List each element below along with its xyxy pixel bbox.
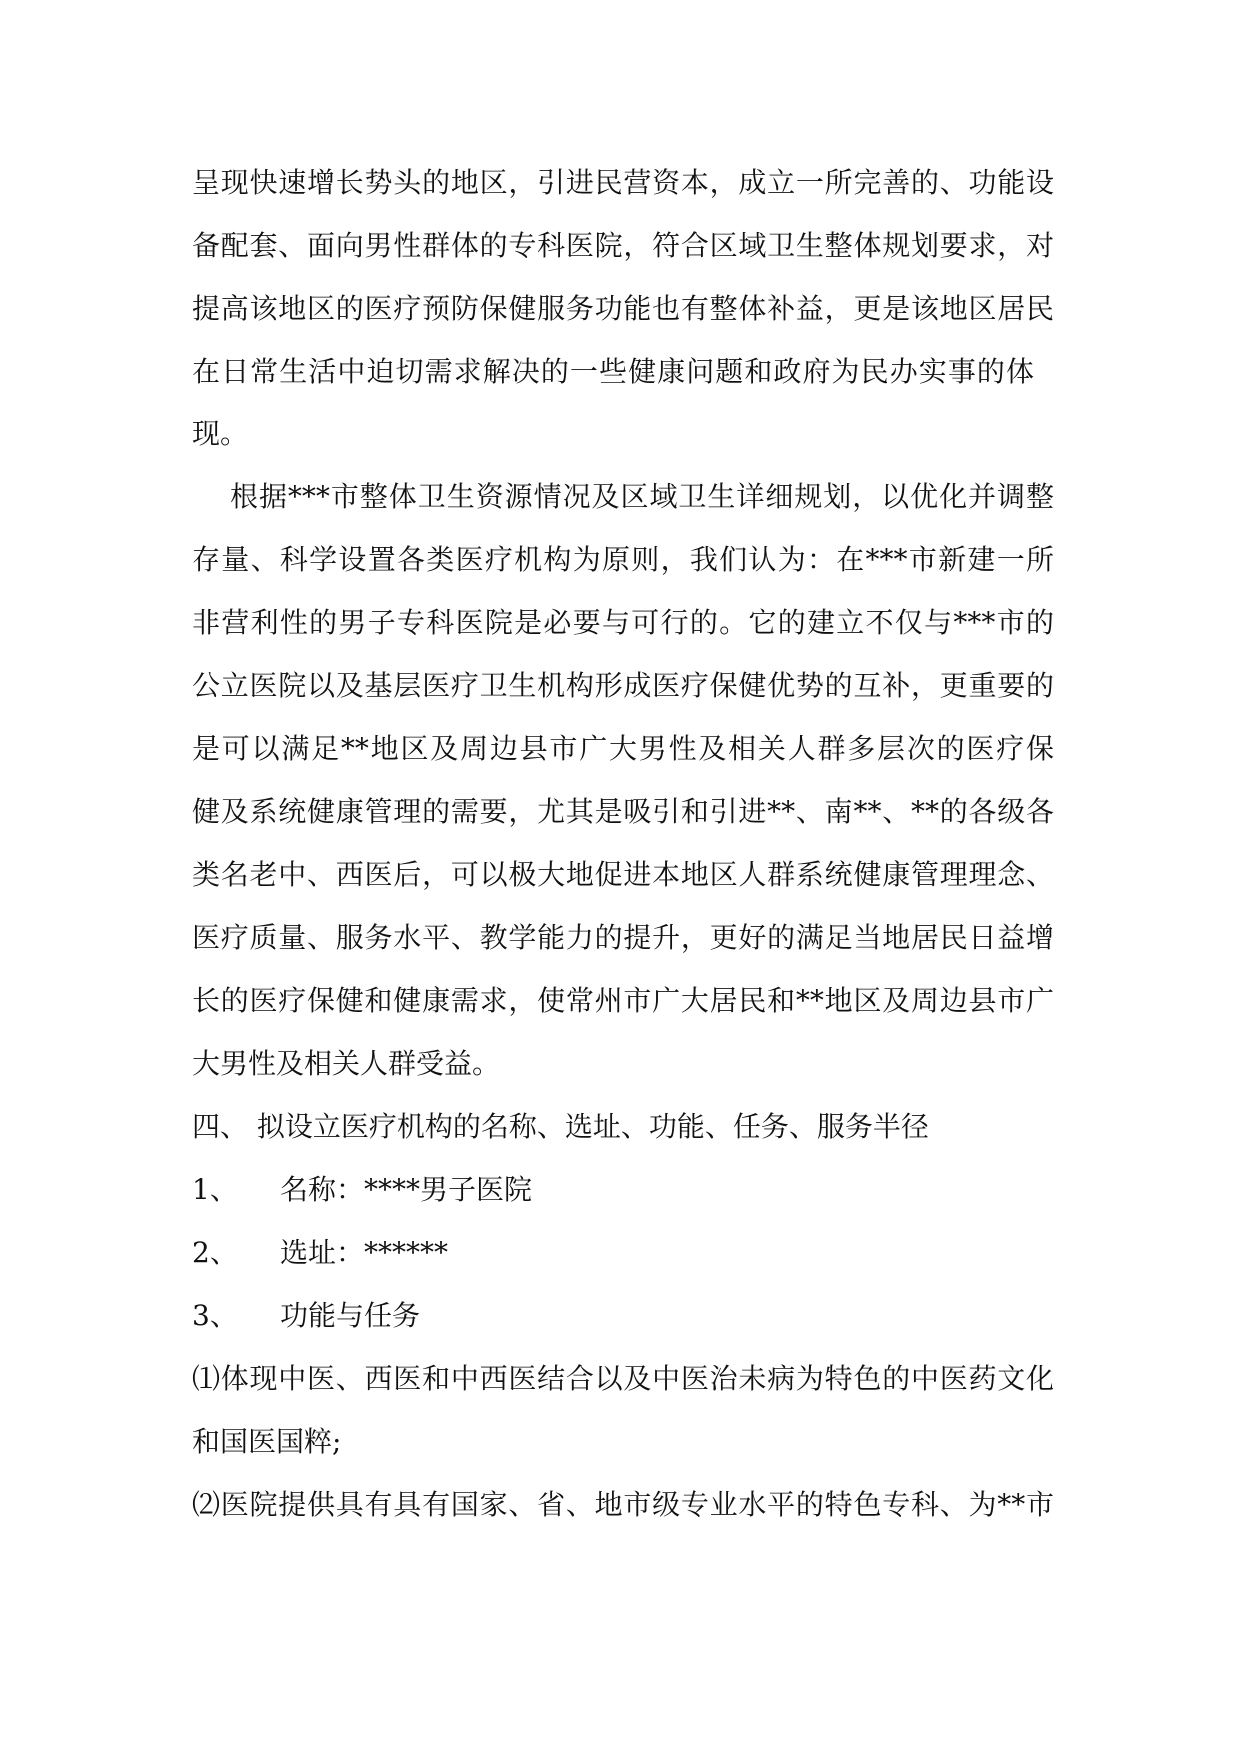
paragraph-line: 大男性及相关人群受益。 xyxy=(192,1047,501,1080)
paragraph-line: 是可以满足**地区及周边县市广大男性及相关人群多层次的医疗保 xyxy=(192,732,1054,765)
paragraph-line: 根据***市整体卫生资源情况及区域卫生详细规划，以优化并调整 xyxy=(230,480,1054,513)
paragraph-line: 和国医国粹; xyxy=(192,1425,342,1458)
paragraph-line: 类名老中、西医后，可以极大地促进本地区人群系统健康管理理念、 xyxy=(192,858,1054,891)
paragraph-line: 现。 xyxy=(192,417,249,450)
list-item-text: 名称：****男子医院 xyxy=(280,1173,533,1206)
paragraph-line: 健及系统健康管理的需要，尤其是吸引和引进**、南**、**的各级各 xyxy=(192,795,1054,828)
list-item-number: 2、 xyxy=(192,1236,238,1269)
paragraph-line: 非营利性的男子专科医院是必要与可行的。它的建立不仅与***市的 xyxy=(192,606,1054,639)
paragraph-line: 在日常生活中迫切需求解决的一些健康问题和政府为民办实事的体 xyxy=(192,355,1034,388)
paragraph-line: 公立医院以及基层医疗卫生机构形成医疗保健优势的互补，更重要的 xyxy=(192,669,1054,702)
paragraph-line: 呈现快速增长势头的地区，引进民营资本，成立一所完善的、功能设 xyxy=(192,166,1054,199)
section-heading: 四、 拟设立医疗机构的名称、选址、功能、任务、服务半径 xyxy=(192,1110,929,1143)
paragraph-line: 医疗质量、服务水平、教学能力的提升，更好的满足当地居民日益增 xyxy=(192,921,1054,954)
paragraph-line: 提高该地区的医疗预防保健服务功能也有整体补益，更是该地区居民 xyxy=(192,292,1054,325)
paragraph-line: 备配套、面向男性群体的专科医院，符合区域卫生整体规划要求，对 xyxy=(192,229,1054,262)
list-item-text: 功能与任务 xyxy=(280,1299,421,1332)
paragraph-line: 存量、科学设置各类医疗机构为原则，我们认为：在***市新建一所 xyxy=(192,543,1054,576)
list-item-text: 选址：****** xyxy=(280,1236,449,1269)
list-item-number: 1、 xyxy=(192,1173,238,1206)
paragraph-line: ⑴体现中医、西医和中西医结合以及中医治未病为特色的中医药文化 xyxy=(192,1362,1054,1395)
paragraph-line: ⑵医院提供具有具有国家、省、地市级专业水平的特色专科、为**市 xyxy=(192,1488,1054,1521)
list-item-number: 3、 xyxy=(192,1299,238,1332)
paragraph-line: 长的医疗保健和健康需求，使常州市广大居民和**地区及周边县市广 xyxy=(192,984,1054,1017)
